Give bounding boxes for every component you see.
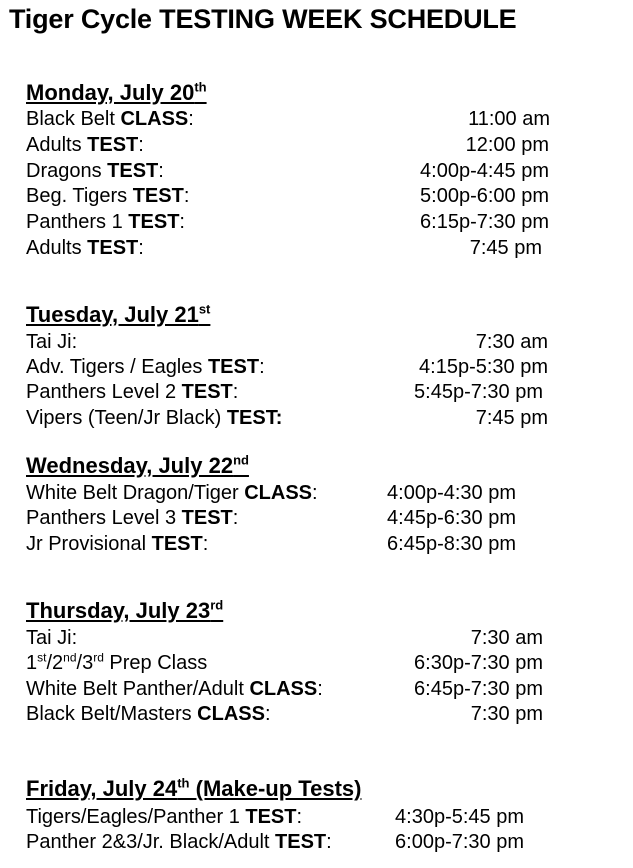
event-label: White Belt Panther/Adult CLASS:: [26, 678, 323, 700]
schedule-row: [26, 237, 633, 263]
schedule-row: [26, 211, 633, 237]
event-time: 12:00 pm: [465, 134, 549, 156]
event-time: 7:45 pm: [469, 237, 542, 259]
event-time: 4:15p-5:30 pm: [419, 356, 548, 378]
event-label: Tai Ji:: [26, 331, 78, 353]
schedule-row: [26, 185, 633, 211]
event-label: Adults TEST:: [26, 134, 144, 156]
event-type: TEST: [181, 381, 233, 403]
event-label: Jr Provisional TEST:: [26, 533, 209, 555]
event-label: Panthers Level 3 TEST:: [26, 507, 239, 529]
event-type: TEST: [181, 507, 233, 529]
event-type: TEST: [151, 533, 203, 555]
event-label: Tai Ji:: [26, 627, 78, 649]
event-time: 6:00p-7:30 pm: [395, 831, 524, 853]
schedule-row: [26, 407, 633, 433]
event-label: Adults TEST:: [26, 237, 144, 259]
schedule-row: [26, 381, 633, 407]
schedule-row: [26, 134, 633, 160]
day-heading: Thursday, July 23rd: [26, 597, 224, 623]
event-time: 7:30 am: [470, 627, 543, 649]
schedule-row: [26, 831, 633, 857]
event-time: 7:30 am: [475, 331, 548, 353]
event-label: Panther 2&3/Jr. Black/Adult TEST:: [26, 831, 332, 853]
event-label: Black Belt/Masters CLASS:: [26, 703, 271, 725]
day-heading: Tuesday, July 21st: [26, 301, 211, 327]
event-time: 6:30p-7:30 pm: [414, 652, 543, 674]
event-time: 6:45p-7:30 pm: [414, 678, 543, 700]
schedule-row: [26, 652, 633, 678]
event-type: TEST: [275, 831, 327, 853]
event-type: TEST: [87, 237, 139, 259]
event-time: 4:30p-5:45 pm: [395, 806, 524, 828]
event-label: Panthers 1 TEST:: [26, 211, 185, 233]
schedule-row: [26, 507, 633, 533]
schedule-row: [26, 160, 633, 186]
event-time: 4:00p-4:45 pm: [420, 160, 549, 182]
event-time: 5:45p-7:30 pm: [414, 381, 543, 403]
day-heading: Friday, July 24th (Make-up Tests): [26, 775, 362, 801]
event-type: TEST:: [226, 407, 283, 429]
schedule-row: [26, 703, 633, 729]
event-type: TEST: [207, 356, 260, 378]
event-label: 1st/2nd/3rd Prep Class: [26, 650, 208, 674]
event-label: Vipers (Teen/Jr Black) TEST:: [26, 407, 283, 429]
event-label: Beg. Tigers TEST:: [26, 185, 190, 207]
schedule-row: [26, 482, 633, 508]
event-label: Adv. Tigers / Eagles TEST:: [26, 356, 265, 378]
event-label: Dragons TEST:: [26, 160, 164, 182]
schedule-row: [26, 331, 633, 357]
event-time: 7:45 pm: [475, 407, 548, 429]
event-time: 6:45p-8:30 pm: [387, 533, 516, 555]
event-type: CLASS: [244, 482, 313, 504]
event-type: CLASS: [249, 678, 318, 700]
day-heading: Monday, July 20th: [26, 79, 207, 105]
event-label: White Belt Dragon/Tiger CLASS:: [26, 482, 318, 504]
page-title: Tiger Cycle TESTING WEEK SCHEDULE: [9, 4, 517, 34]
event-time: 7:30 pm: [470, 703, 543, 725]
event-type: TEST: [245, 806, 297, 828]
event-time: 11:00 am: [468, 108, 550, 130]
event-time: 4:45p-6:30 pm: [387, 507, 516, 529]
day-heading: Wednesday, July 22nd: [26, 452, 249, 478]
event-type: TEST: [87, 134, 139, 156]
event-type: TEST: [107, 160, 159, 182]
schedule-row: [26, 356, 633, 382]
event-time: 4:00p-4:30 pm: [387, 482, 516, 504]
schedule-row: [26, 806, 633, 832]
schedule-row: [26, 533, 633, 559]
event-label: Black Belt CLASS:: [26, 108, 194, 130]
schedule-row: [26, 678, 633, 704]
event-time: 5:00p-6:00 pm: [420, 185, 549, 207]
event-type: CLASS: [197, 703, 265, 725]
event-type: CLASS: [120, 108, 189, 130]
schedule-row: [26, 108, 633, 134]
event-label: Tigers/Eagles/Panther 1 TEST:: [26, 806, 303, 828]
event-type: TEST: [128, 211, 180, 233]
event-label: Panthers Level 2 TEST:: [26, 381, 239, 403]
schedule-row: [26, 627, 633, 653]
event-type: TEST: [132, 185, 184, 207]
event-time: 6:15p-7:30 pm: [420, 211, 549, 233]
